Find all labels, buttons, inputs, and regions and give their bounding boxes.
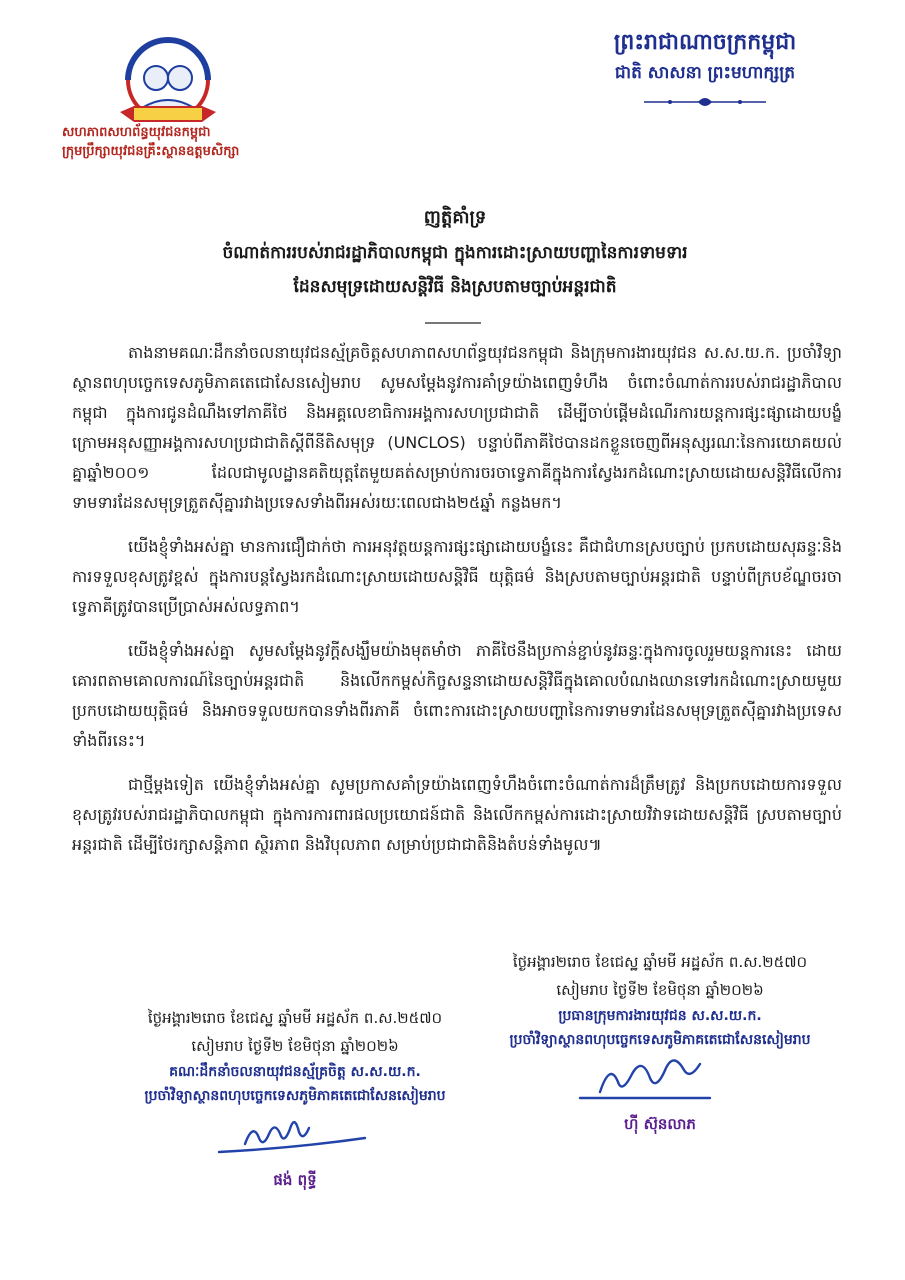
petition-heading: ញត្តិគាំទ្រ [423,207,487,228]
organization-name [62,123,302,161]
org-name-line2: ក្រុមប្រឹក្សាយុវជនគ្រឹះស្ថានឧត្តមសិក្សា [62,144,240,159]
signature-block-left [60,1004,530,1192]
signature-left-place: សៀមរាប ថ្ងៃទី២ ខែមិថុនា ឆ្នាំ២០២៦ [191,1037,399,1055]
body-paragraph-1: តាងនាមគណៈដឹកនាំចលនាយុវជនស្ម័គ្រចិត្តសហភាពសហព័ន្ធយុវជនកម្ពុជា និងក្រុមការងារយុវជន ស.ស.យ.ក. ប្រចាំវិទ្យាស្ថានពហុបច្ចេកទេសភូមិភាគតេជោសែនសៀមរាប សូមសម្តែងនូវការគាំទ្រយ៉ាងពេញទំហឹង ចំពោះចំណាត់ការរបស់រាជរដ្ឋាភិបាលកម្ពុជា ក្នុងការជូនដំណឹងទៅភាគីថៃ និងអគ្គលេខាធិការអង្គការសហប្រជាជាតិ ដើម្បីចាប់ផ្តើមដំណើរការយន្តការផ្សះផ្សាដោយបង្ខំ ក្រោមអនុសញ្ញាអង្គការសហប្រជាជាតិស្តីពីនីតិសមុទ្រ (UNCLOS) បន្ទាប់ពីភាគីថៃបានដកខ្លួនចេញពីអនុស្សរណៈនៃការយោគយល់គ្នាឆ្នាំ២០០១ ដែលជាមូលដ្ឋានគតិយុត្តតែមួយគត់សម្រាប់ការចរចាទ្វេភាគីក្នុងការស្វែងរកដំណោះស្រាយដោយសន្តិវិធីលើការទាមទារដែនសមុទ្រត្រួតស៊ីគ្នារវាងប្រទេសទាំងពីរអស់រយៈពេលជាង២៥ឆ្នាំ កន្លងមក។ [72,343,842,512]
org-name-line1: សហភាពសហព័ន្ធយុវជនកម្ពុជា [62,125,211,140]
title-divider [425,322,481,324]
body-paragraph-3: យើងខ្ញុំទាំងអស់គ្នា សូមសម្តែងនូវក្តីសង្ឃឹមយ៉ាងមុតមាំថា ភាគីថៃនឹងប្រកាន់ខ្ជាប់នូវឆន្ទៈក្នុងការចូលរួមយន្តការនេះ ដោយគោរពតាមគោលការណ៍នៃច្បាប់អន្តរជាតិ និងលើកកម្ពស់កិច្ចសន្ទនាដោយសន្តិវិធីក្នុងគោលបំណងឈានទៅរកដំណោះស្រាយមួយប្រកបដោយយុត្តិធម៌ និងអាចទទួលយកបានទាំងពីរភាគី ចំពោះការដោះស្រាយបញ្ហានៃការទាមទារដែនសមុទ្រត្រួតស៊ីគ្នារវាងប្រទេសទាំងពីរនេះ។ [72,641,842,750]
handwritten-signature-right [560,1052,760,1108]
petition-body [72,338,842,874]
signature-left-role1: គណៈដឹកនាំចលនាយុវជនស្ម័គ្រចិត្ត ស.ស.យ.ក. [169,1064,421,1080]
body-paragraph-4: ជាថ្មីម្តងទៀត យើងខ្ញុំទាំងអស់គ្នា សូមប្រកាសគាំទ្រយ៉ាងពេញទំហឹងចំពោះចំណាត់ការដ៏ត្រឹមត្រូវ និងប្រកបដោយការទទួលខុសត្រូវរបស់រាជរដ្ឋាភិបាលកម្ពុជា ក្នុងការការពារផលប្រយោជន៍ជាតិ និងលើកកម្ពស់ការដោះស្រាយវិវាទដោយសន្តិវិធី ស្របតាមច្បាប់អន្តរជាតិ ដើម្បីថែរក្សាសន្តិភាព ស្ថិរភាព និងវិបុលភាព សម្រាប់ប្រជាជាតិនិងតំបន់ទាំងមូល៕ [72,775,842,854]
signature-right-place: សៀមរាប ថ្ងៃទី២ ខែមិថុនា ឆ្នាំ២០២៦ [556,981,764,999]
body-paragraph-2: យើងខ្ញុំទាំងអស់គ្នា មានការជឿជាក់ថា ការអនុវត្តយន្តការផ្សះផ្សាដោយបង្ខំនេះ គឺជាជំហានស្របច្បាប់ ប្រកបដោយសុឆន្ទៈនិងការទទួលខុសត្រូវខ្ពស់ ក្នុងការបន្តស្វែងរកដំណោះស្រាយដោយសន្តិវិធី យុត្តិធម៌ និងស្របតាមច្បាប់អន្តរជាតិ បន្ទាប់ពីក្របខ័ណ្ឌចរចាទ្វេភាគីត្រូវបានប្រើប្រាស់អស់លទ្ធភាព។ [72,537,842,616]
signature-left-role2: ប្រចាំវិទ្យាស្ថានពហុបច្ចេកទេសភូមិភាគតេជោសែនសៀមរាប [144,1088,446,1104]
national-motto: ជាតិ សាសនា ព្រះមហាក្សត្រ [614,63,796,83]
kingdom-header [540,26,870,86]
signatory-right-name: ហ៊ី ស៊ុនលាភ [624,1115,696,1133]
signature-right-role2: ប្រចាំវិទ្យាស្ថានពហុបច្ចេកទេសភូមិភាគតេជោសែនសៀមរាប [509,1032,811,1048]
handwritten-signature-left [195,1108,395,1164]
signatory-left-name: ផង់ ពុទ្ធី [273,1171,317,1189]
organization-logo [112,36,224,136]
document-titles [100,200,810,304]
kingdom-title: ព្រះរាជាណាចក្រកម្ពុជា [613,30,797,55]
petition-subject-line1: ចំណាត់ការរបស់រាជរដ្ឋាភិបាលកម្ពុជា ក្នុងការដោះស្រាយបញ្ហានៃការទាមទារ [222,243,688,263]
petition-subject-line2: ដែនសមុទ្រដោយសន្តិវិធី និងស្របតាមច្បាប់អន្តរជាតិ [293,277,617,297]
motto-flourish [640,93,770,105]
signature-right-date: ថ្ងៃអង្គារ២រោច ខែជេស្ឋ ឆ្នាំមមី អដ្ឋស័ក ព.ស.២៥៧០ [512,953,808,971]
signature-left-date: ថ្ងៃអង្គារ២រោច ខែជេស្ឋ ឆ្នាំមមី អដ្ឋស័ក ព.ស.២៥៧០ [147,1009,443,1027]
signature-right-role1: ប្រធានក្រុមការងារយុវជន ស.ស.យ.ក. [558,1008,762,1024]
